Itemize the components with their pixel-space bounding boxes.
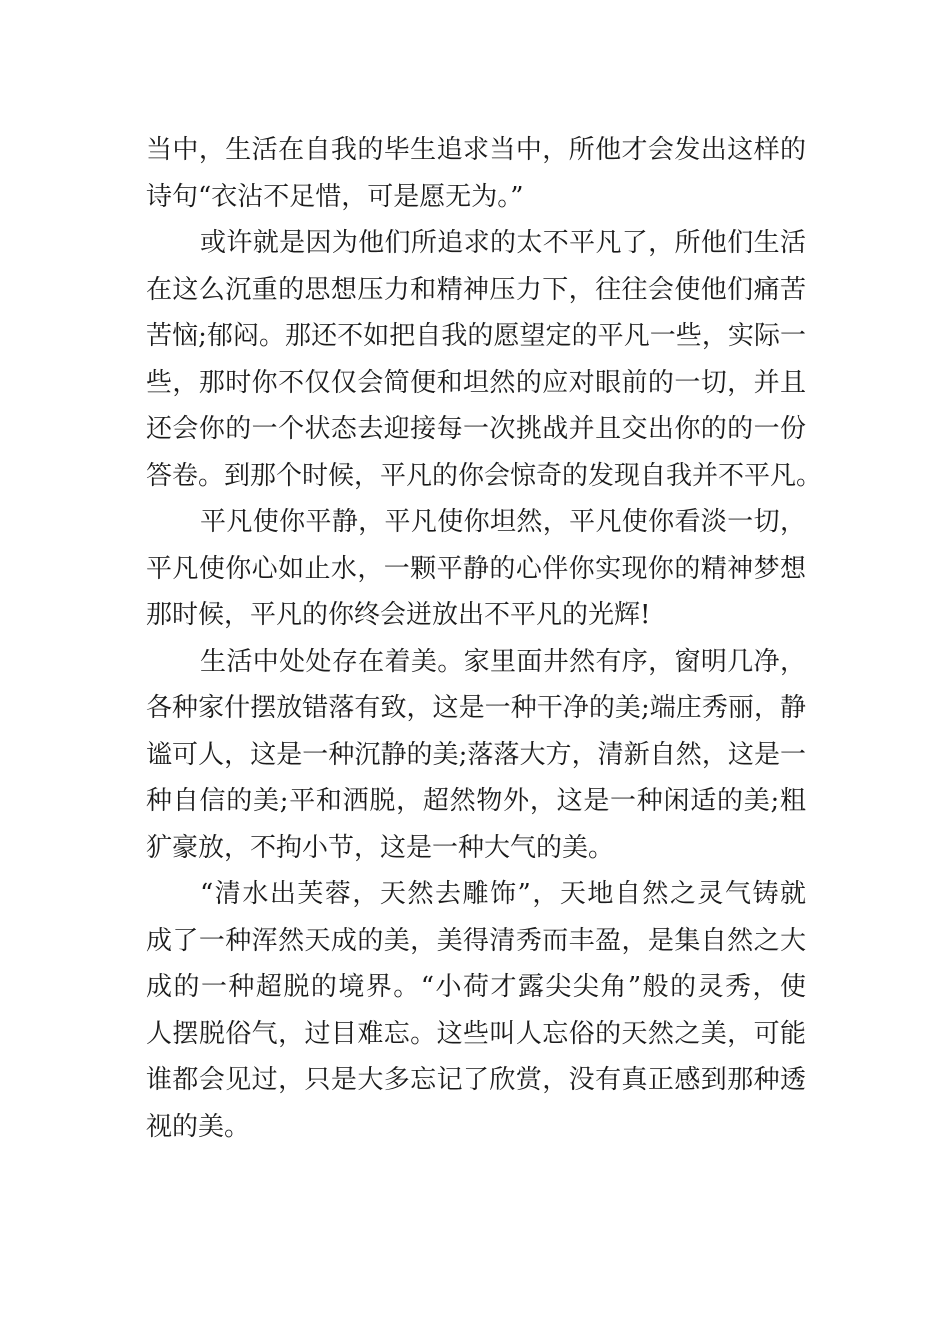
text-line: 视的美。	[146, 1111, 251, 1142]
text-line: 成的一种超脱的境界。“小荷才露尖尖角”般的灵秀，使	[146, 972, 806, 1002]
text-line: 犷豪放，不拘小节，这是一种大气的美。	[146, 832, 615, 863]
text-line: 答卷。到那个时候，平凡的你会惊奇的发现自我并不平凡。	[146, 460, 823, 491]
text-line: 还会你的一个状态去迎接每一次挑战并且交出你的的一份	[146, 414, 806, 444]
text-line: 平凡使你心如止水，一颗平静的心伴你实现你的精神梦想	[146, 553, 806, 584]
text-line: 当中，生活在自我的毕生追求当中，所他才会发出这样的	[146, 135, 806, 165]
text-line: 诗句“衣沾不足惜，可是愿无为。”	[146, 181, 524, 212]
text-line: 种自信的美;平和洒脱，超然物外，这是一种闲适的美;粗	[146, 786, 806, 816]
paragraph-first-line: 或许就是因为他们所追求的太不平凡了，所他们生活	[200, 228, 806, 258]
text-line: 苦恼;郁闷。那还不如把自我的愿望定的平凡一些，实际一	[146, 321, 806, 351]
text-line: 谧可人，这是一种沉静的美;落落大方，清新自然，这是一	[146, 739, 806, 770]
body-text	[146, 127, 823, 1150]
text-line: 各种家什摆放错落有致，这是一种干净的美;端庄秀丽，静	[146, 693, 806, 723]
text-line: 些，那时你不仅仅会简便和坦然的应对眼前的一切，并且	[146, 367, 806, 398]
text-line: 在这么沉重的思想压力和精神压力下，往往会使他们痛苦	[146, 274, 806, 305]
text-line: 人摆脱俗气，过目难忘。这些叫人忘俗的天然之美，可能	[146, 1018, 806, 1049]
paragraph-first-line: 平凡使你平静，平凡使你坦然，平凡使你看淡一切，	[200, 507, 806, 537]
text-line: 成了一种浑然天成的美，美得清秀而丰盈，是集自然之大	[146, 925, 806, 956]
text-line: 那时候，平凡的你终会迸放出不平凡的光辉!	[146, 600, 651, 630]
paragraph-first-line: 生活中处处存在着美。家里面井然有序，窗明几净，	[200, 646, 806, 677]
text-line: 谁都会见过，只是大多忘记了欣赏，没有真正感到那种透	[146, 1065, 806, 1095]
paragraph-first-line: “清水出芙蓉，天然去雕饰”，天地自然之灵气铸就	[200, 879, 806, 909]
